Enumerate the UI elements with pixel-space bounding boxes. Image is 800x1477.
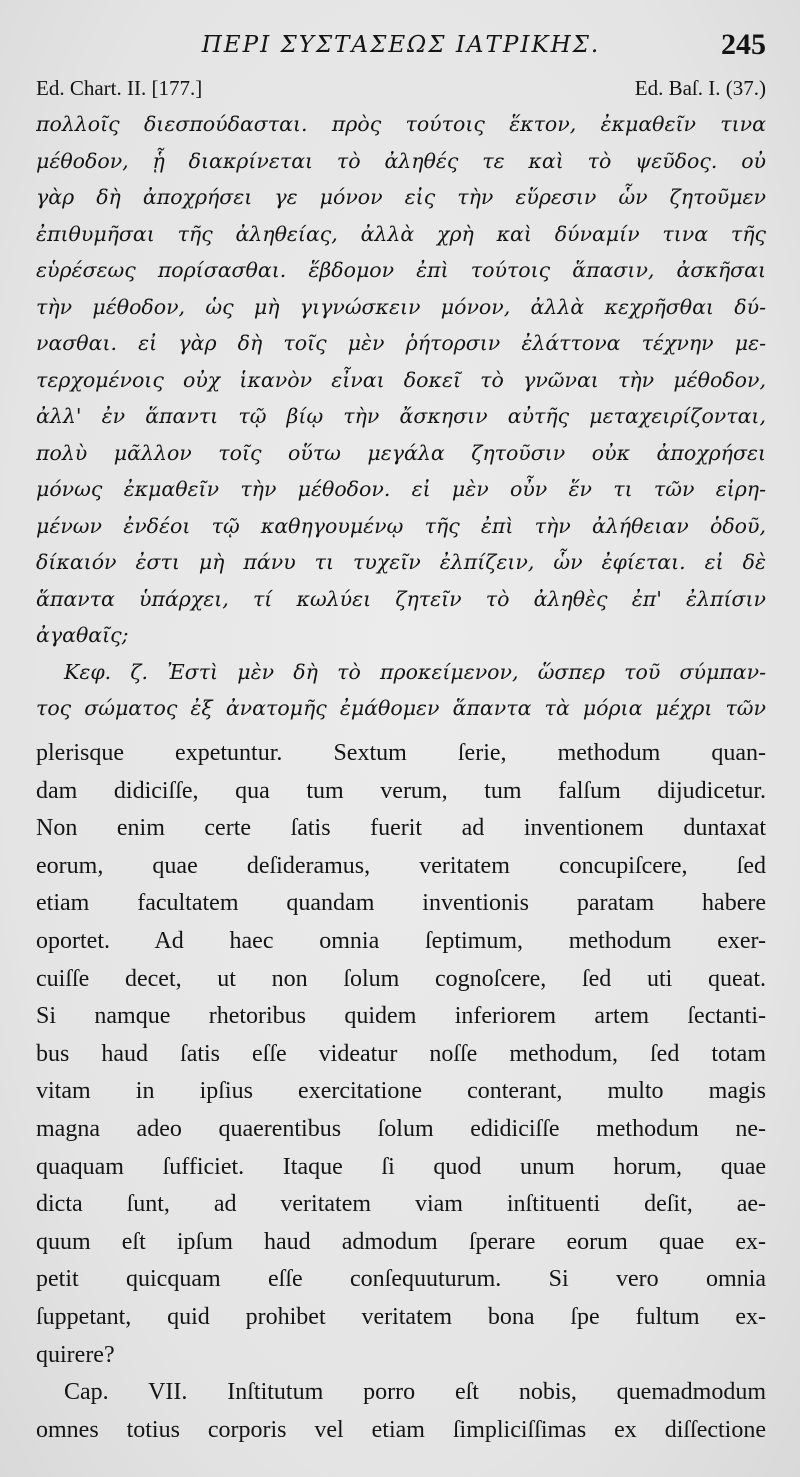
latin-line: oportet. Ad haec omnia ſeptimum, methodum exer- <box>36 927 766 954</box>
greek-line: μένων ἐνδέοι τῷ καθηγουμένῳ τῆς ἐπὶ τὴν ἀλήθειαν ὁδοῦ, <box>36 513 766 538</box>
latin-line: plerisque expetuntur. Sextum ſerie, methodum quan- <box>36 740 766 766</box>
latin-line: Non enim certe ſatis fuerit ad inventionem duntaxat <box>36 815 766 842</box>
latin-line: dicta ſunt, ad veritatem viam inſtituenti deſit, ae- <box>36 1191 766 1218</box>
page-number: 245 <box>721 28 766 61</box>
greek-line: ἀγαθαῖς; <box>36 623 129 647</box>
latin-line: quum eſt ipſum haud admodum ſperare eorum quae ex- <box>36 1228 766 1255</box>
greek-line: γὰρ δὴ ἀποχρήσει γε μόνον εἰς τὴν εὕρεσιν ὧν ζητοῦμεν <box>36 185 766 209</box>
greek-line: μόνως ἐκμαθεῖν τὴν μέθοδον. εἰ μὲν οὖν ἕν τι τῶν εἰρη- <box>36 477 766 501</box>
latin-line: vitam in ipſius exercitatione conterant, multo magis <box>36 1078 766 1105</box>
greek-line: τὴν μέθοδον, ὡς μὴ γιγνώσκειν μόνον, ἀλλὰ κεχρῆσθαι δύ- <box>36 294 766 319</box>
latin-line: Si namque rhetoribus quidem inferiorem artem ſectanti- <box>36 1003 766 1030</box>
latin-line: quaquam ſufficiet. Itaque ſi quod unum horum, quae <box>36 1153 766 1180</box>
greek-line: τος σώματος ἐξ ἀνατομῆς ἐμάθομεν ἅπαντα τὰ μόρια μέχρι τῶν <box>36 696 766 720</box>
greek-line: δίκαιόν ἐστι μὴ πάνυ τι τυχεῖν ἐλπίζειν, ὧν ἐφίεται. εἰ δὲ <box>36 550 766 574</box>
greek-chapter-start: Κεφ. ζ. Ἐστὶ μὲν δὴ τὸ προκείμενον, ὥσπερ τοῦ σύμπαν- <box>64 659 766 684</box>
latin-chapter-start: Cap. VII. Inſtitutum porro eſt nobis, quemadmodum <box>64 1379 766 1406</box>
greek-line: πολλοῖς διεσπούδασται. πρὸς τούτοις ἕκτον, ἐκμαθεῖν τινα <box>36 112 766 136</box>
latin-line: magna adeo quaerentibus ſolum edidiciſſe methodum ne- <box>36 1115 766 1142</box>
latin-line: etiam facultatem quandam inventionis paratam habere <box>36 890 766 917</box>
edition-references <box>36 76 766 106</box>
greek-line: πολὺ μᾶλλον τοῖς οὕτω μεγάλα ζητοῦσιν οὐκ ἀποχρήσει <box>36 440 766 465</box>
latin-line: petit quicquam eſſe conſequuturum. Si vero omnia <box>36 1266 766 1293</box>
latin-text-block <box>36 735 766 1449</box>
greek-line: μέθοδον, ᾗ διακρίνεται τὸ ἀληθές τε καὶ τὸ ψεῦδος. οὐ <box>36 148 766 173</box>
latin-line: dam didiciſſe, qua tum verum, tum falſum dijudicetur. <box>36 777 766 804</box>
greek-line: ἐπιθυμῆσαι τῆς ἀληθείας, ἀλλὰ χρὴ καὶ δύναμίν τινα τῆς <box>36 221 766 246</box>
greek-line: εὑρέσεως πορίσασθαι. ἕβδομον ἐπὶ τούτοις ἅπασιν, ἀσκῆσαι <box>36 258 766 282</box>
latin-line: ſuppetant, quid prohibet veritatem bona ſpe fultum ex- <box>36 1303 766 1330</box>
greek-line: ἅπαντα ὑπάρχει, τί κωλύει ζητεῖν τὸ ἀληθὲς ἐπ' ἐλπίσιν <box>36 586 766 611</box>
latin-line: omnes totius corporis vel etiam ſimpliciſſimas ex diſſectione <box>36 1416 766 1443</box>
latin-line: eorum, quae deſideramus, veritatem concupiſcere, ſed <box>36 852 766 879</box>
edition-basel-reference: Ed. Baſ. I. (37.) <box>634 76 766 100</box>
greek-text-block <box>36 106 766 727</box>
latin-line: bus haud ſatis eſſe videatur noſſe methodum, ſed totam <box>36 1040 766 1067</box>
greek-line: ἀλλ' ἐν ἅπαντι τῷ βίῳ τὴν ἄσκησιν αὐτῆς μεταχειρίζονται, <box>36 404 766 428</box>
page-header <box>36 28 766 68</box>
edition-chart-reference: Ed. Chart. II. [177.] <box>36 76 203 100</box>
running-title: ΠΕΡΙ ΣΥΣΤΑΣΕΩΣ ΙΑΤΡΙΚΗΣ. <box>201 32 601 58</box>
latin-line: quirere? <box>36 1341 115 1368</box>
greek-line: τερχομένοις οὐχ ἱκανὸν εἶναι δοκεῖ τὸ γνῶναι τὴν μέθοδον, <box>36 367 766 392</box>
greek-line: νασθαι. εἰ γὰρ δὴ τοῖς μὲν ῥήτορσιν ἐλάττονα τέχνην με- <box>36 331 766 355</box>
latin-line: cuiſſe decet, ut non ſolum cognoſcere, ſed uti queat. <box>36 965 766 992</box>
